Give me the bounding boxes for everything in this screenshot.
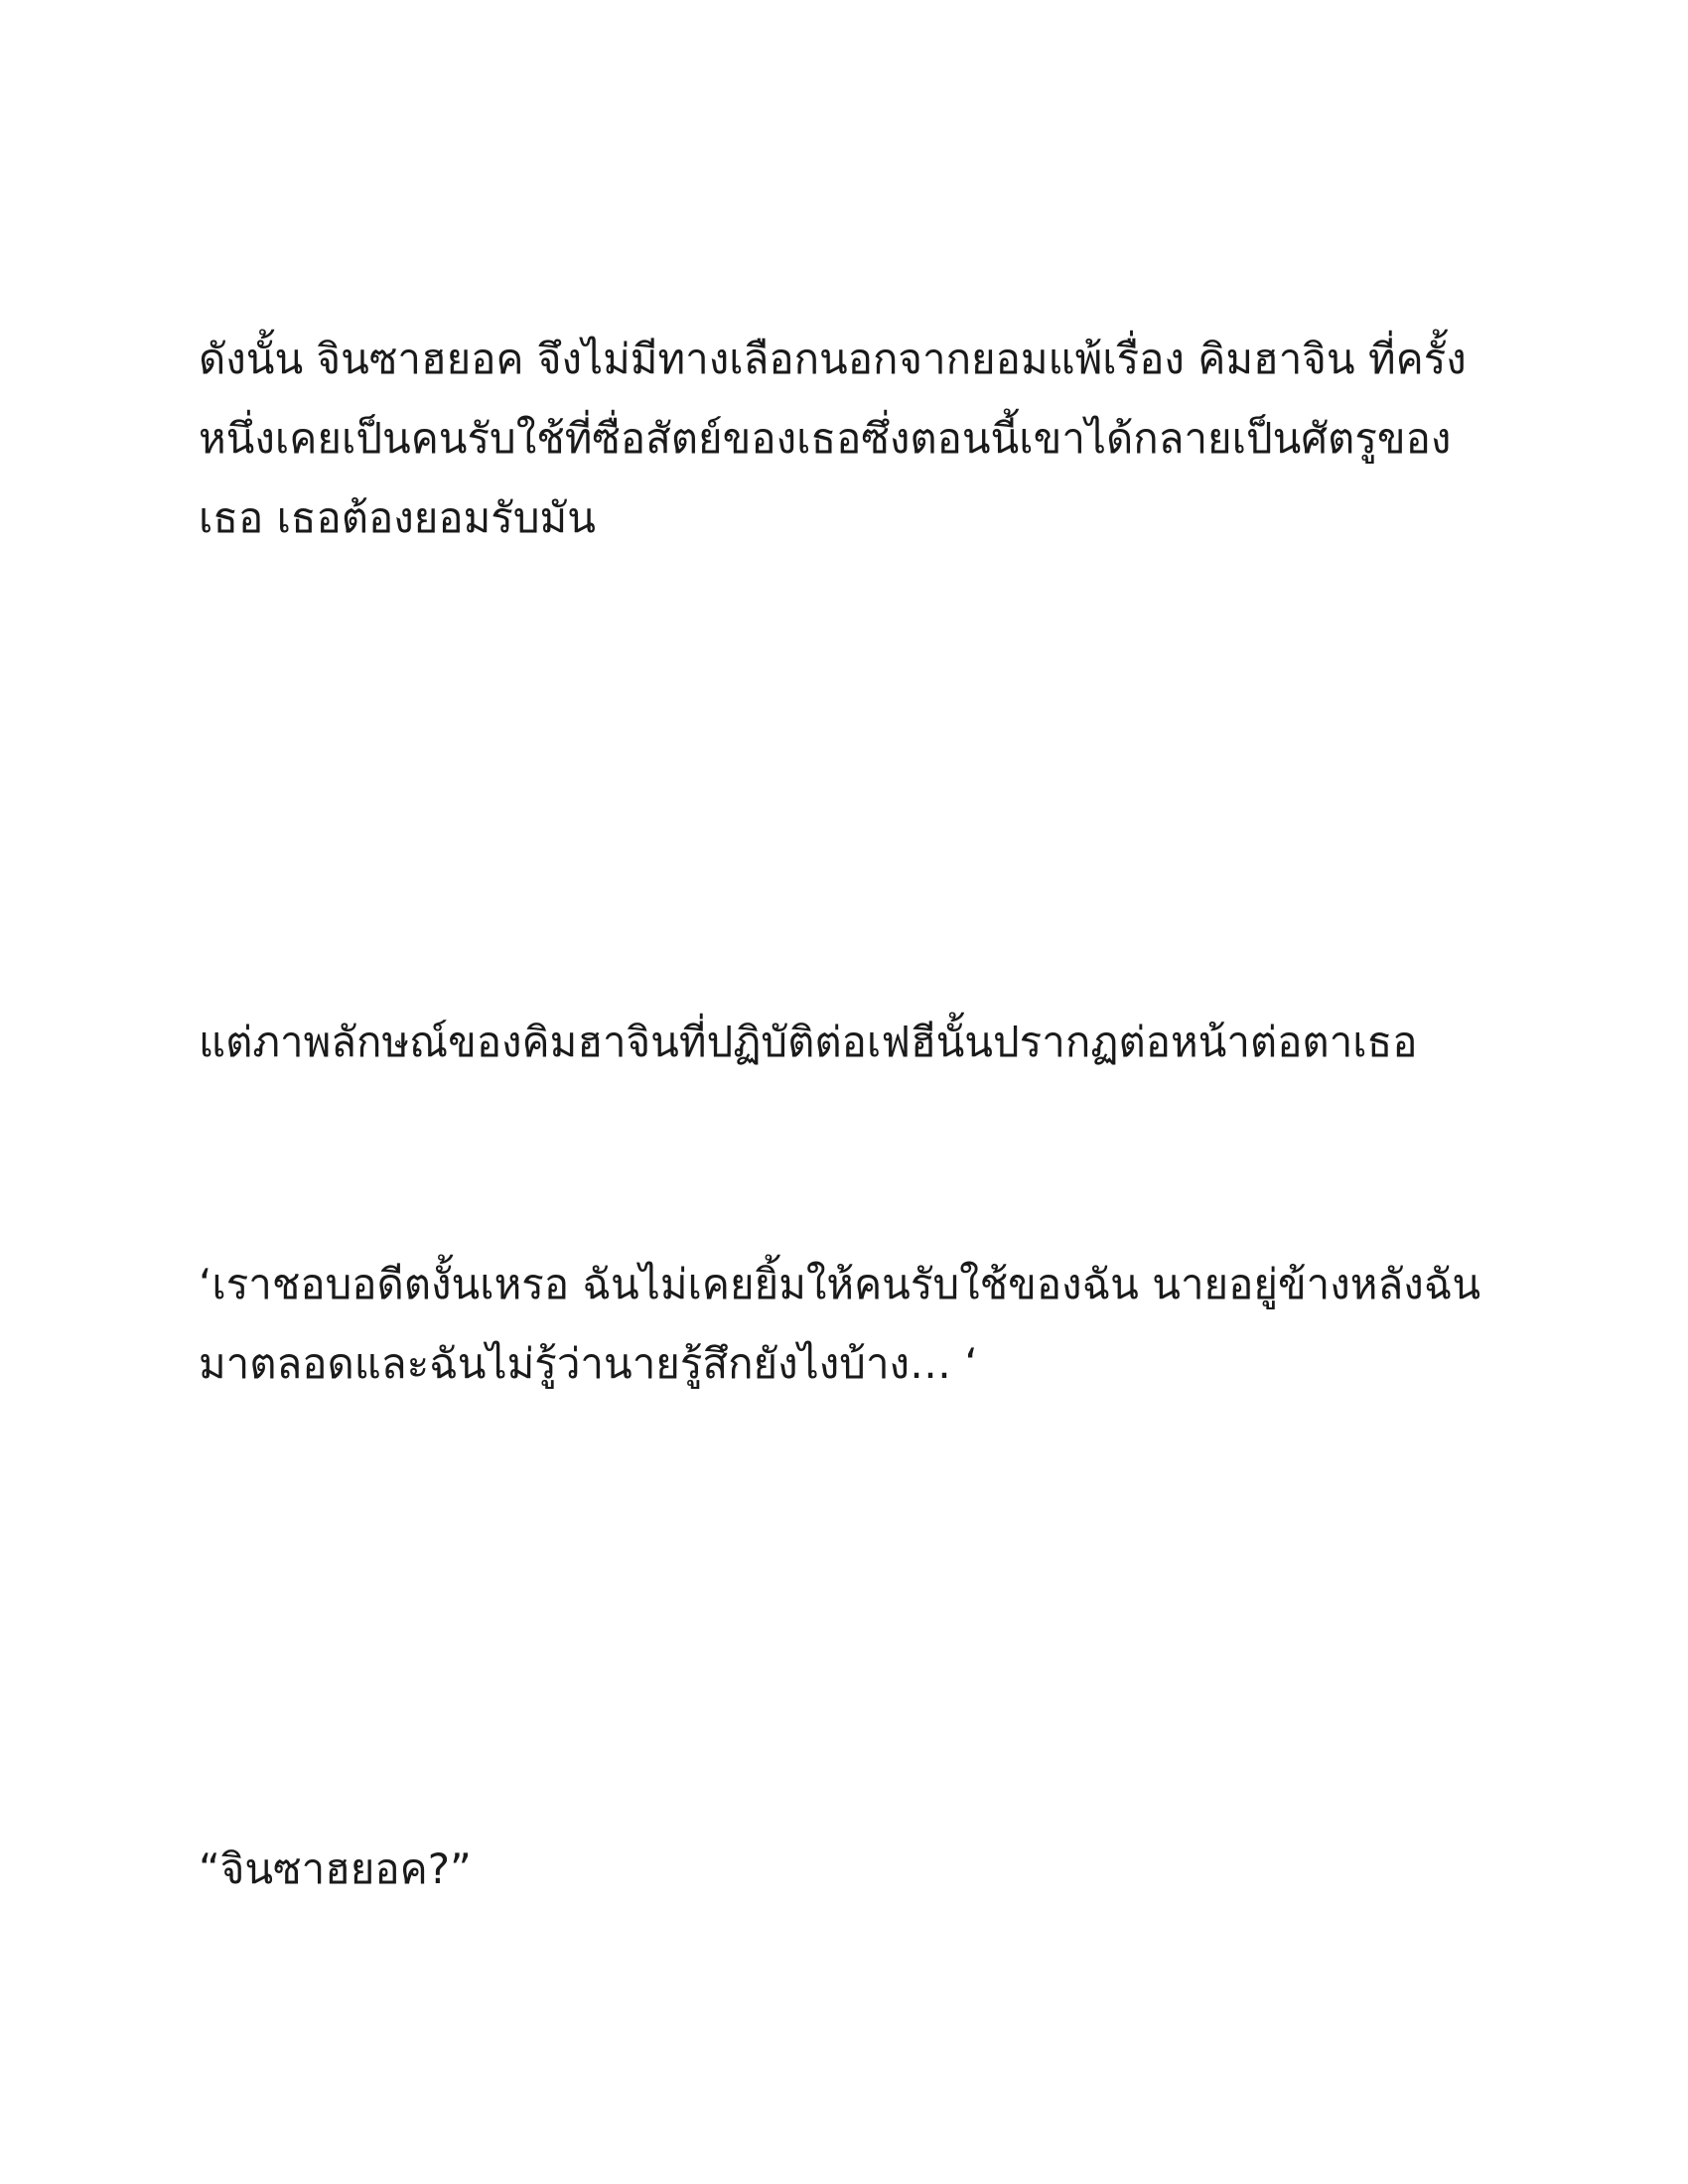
paragraph-narration-2 [199,1003,1509,1082]
text-line: ‘เราชอบอดีตงั้นเหรอ ฉันไม่เคยยิ้มให้คนรับใช้ของฉัน นายอยู่ข้างหลังฉัน [199,1260,1481,1308]
text-line: มาตลอดและฉันไม่รู้ว่านายรู้สึกยังไงบ้าง… ‘ [199,1339,978,1388]
paragraph-dialogue [199,1830,1509,1909]
text-line: ดังนั้น จินซาฮยอค จึงไม่มีทางเลือกนอกจากยอมแพ้เรื่อง คิมฮาจิน ที่ครั้ง [199,335,1467,383]
text-line: “จินซาฮยอค?” [199,1844,472,1893]
text-line: แต่ภาพลักษณ์ของคิมฮาจินที่ปฏิบัติต่อเฟฮีนั้นปรากฏต่อหน้าต่อตาเธอ [199,1018,1418,1066]
paragraph-inner-thought [199,1245,1509,1404]
text-line: เธอ เธอต้องยอมรับมัน [199,493,596,542]
text-line: หนึ่งเคยเป็นคนรับใช้ที่ซื่อสัตย์ของเธอซึ่งตอนนี้เขาได้กลายเป็นศัตรูของ [199,414,1452,463]
paragraph-narration-1 [199,320,1509,558]
